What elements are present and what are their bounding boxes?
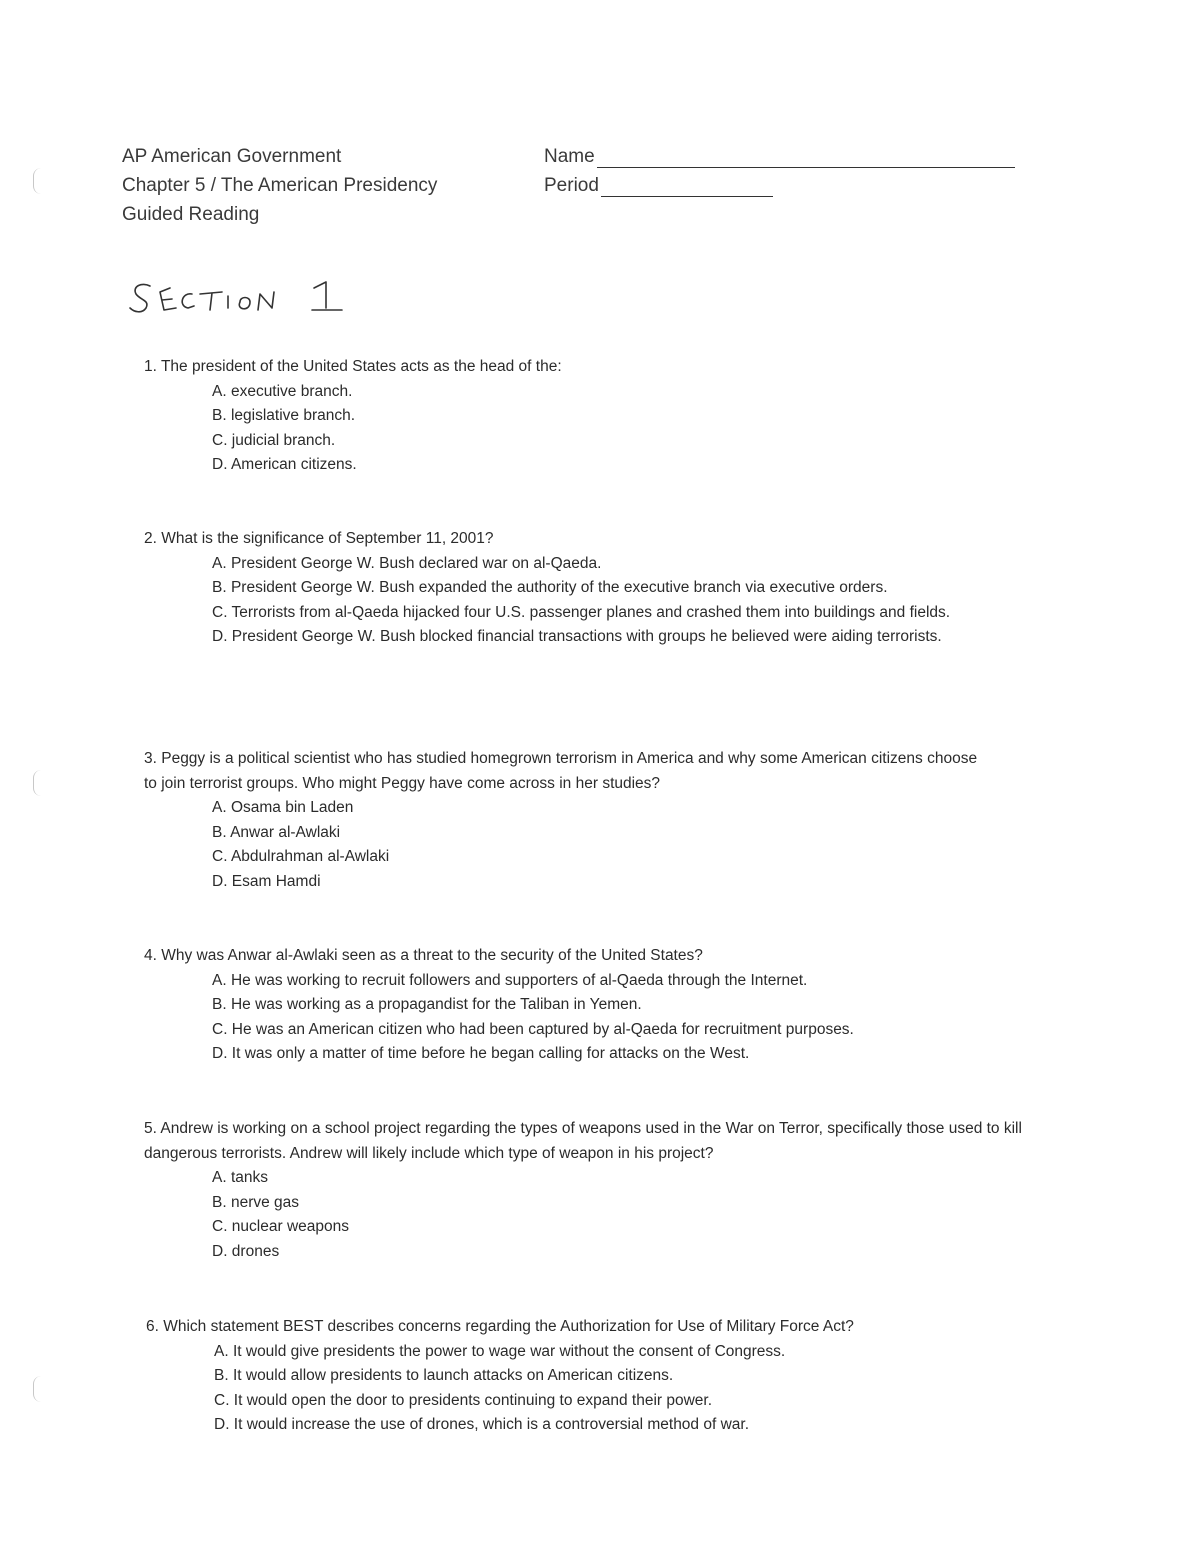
answer-option-a[interactable]: A. He was working to recruit followers and supporters of al-Qaeda through the Internet. — [212, 971, 808, 989]
answer-option-a[interactable]: A. President George W. Bush declared war on al-Qaeda. — [212, 554, 602, 572]
question-3 — [144, 747, 984, 894]
answer-option-b[interactable]: B. It would allow presidents to launch attacks on American citizens. — [214, 1367, 674, 1384]
handwritten-section-label — [128, 272, 368, 320]
answer-option-b[interactable]: B. He was working as a propagandist for the Taliban in Yemen. — [212, 996, 642, 1013]
answer-options — [144, 796, 984, 894]
answer-options — [144, 552, 1004, 650]
answer-option-d[interactable]: D. It would increase the use of drones, which is a controversial method of war. — [214, 1416, 750, 1433]
answer-option-a[interactable]: A. It would give presidents the power to wage war without the consent of Congress. — [214, 1342, 786, 1360]
margin-mark — [33, 770, 42, 796]
question-stem: 4. Why was Anwar al-Awlaki seen as a threat to the security of the United States? — [144, 947, 703, 964]
question-5 — [144, 1117, 1024, 1264]
answer-option-b[interactable]: B. Anwar al-Awlaki — [212, 823, 341, 841]
answer-option-d[interactable]: D. It was only a matter of time before he began calling for attacks on the West. — [212, 1045, 750, 1062]
answer-option-a[interactable]: A. executive branch. — [212, 382, 353, 400]
answer-option-c[interactable]: C. Abdulrahman al-Awlaki — [212, 848, 390, 865]
question-2 — [144, 527, 1004, 650]
question-stem: 1. The president of the United States acts as the head of the: — [144, 358, 562, 375]
margin-mark — [33, 168, 42, 194]
assignment-subtitle: Guided Reading — [122, 204, 260, 225]
question-4 — [144, 944, 1004, 1067]
question-stem: 5. Andrew is working on a school project regarding the types of weapons used in the War on Terror, specifically those used to kill dangerous terrorists. Andrew will likely include which type of weapon in his project? — [144, 1120, 1022, 1162]
course-title: AP American Government — [122, 146, 342, 167]
answer-option-a[interactable]: A. Osama bin Laden — [212, 799, 354, 816]
margin-mark — [33, 1376, 42, 1402]
name-blank[interactable] — [597, 147, 1015, 168]
answer-options — [144, 1166, 1024, 1264]
answer-option-a[interactable]: A. tanks — [212, 1169, 268, 1186]
answer-option-d[interactable]: D. American citizens. — [212, 456, 357, 473]
period-blank[interactable] — [601, 176, 773, 197]
answer-options — [146, 1340, 1026, 1438]
answer-option-c[interactable]: C. It would open the door to presidents continuing to expand their power. — [214, 1391, 713, 1409]
question-stem: 2. What is the significance of September 11, 2001? — [144, 530, 494, 547]
answer-option-c[interactable]: C. He was an American citizen who had been captured by al-Qaeda for recruitment purposes. — [212, 1020, 854, 1038]
answer-option-c[interactable]: C. judicial branch. — [212, 431, 336, 449]
chapter-title: Chapter 5 / The American Presidency — [122, 175, 438, 196]
student-info — [544, 142, 1015, 200]
answer-option-c[interactable]: C. Terrorists from al-Qaeda hijacked four U.S. passenger planes and crashed them into buildings and fields. — [212, 603, 951, 621]
question-6 — [146, 1315, 1026, 1438]
answer-options — [144, 969, 1004, 1067]
name-field[interactable] — [544, 142, 1015, 171]
answer-option-d[interactable]: D. Esam Hamdi — [212, 872, 321, 890]
answer-option-d[interactable]: D. President George W. Bush blocked financial transactions with groups he believed were aiding terrorists. — [212, 628, 942, 645]
course-header — [122, 142, 437, 229]
period-label: Period — [544, 175, 599, 196]
answer-option-b[interactable]: B. President George W. Bush expanded the authority of the executive branch via executive orders. — [212, 579, 888, 596]
period-field[interactable] — [544, 171, 1015, 200]
question-1 — [144, 355, 1004, 478]
question-stem: 6. Which statement BEST describes concerns regarding the Authorization for Use of Military Force Act? — [146, 1318, 854, 1335]
answer-option-c[interactable]: C. nuclear weapons — [212, 1218, 349, 1235]
answer-option-b[interactable]: B. legislative branch. — [212, 407, 356, 424]
answer-options — [144, 380, 1004, 478]
name-label: Name — [544, 146, 595, 167]
answer-option-b[interactable]: B. nerve gas — [212, 1193, 300, 1211]
answer-option-d[interactable]: D. drones — [212, 1242, 280, 1260]
question-stem: 3. Peggy is a political scientist who has studied homegrown terrorism in America and why some American citizens choose to join terrorist groups. Who might Peggy have come across in her studies? — [144, 750, 978, 792]
